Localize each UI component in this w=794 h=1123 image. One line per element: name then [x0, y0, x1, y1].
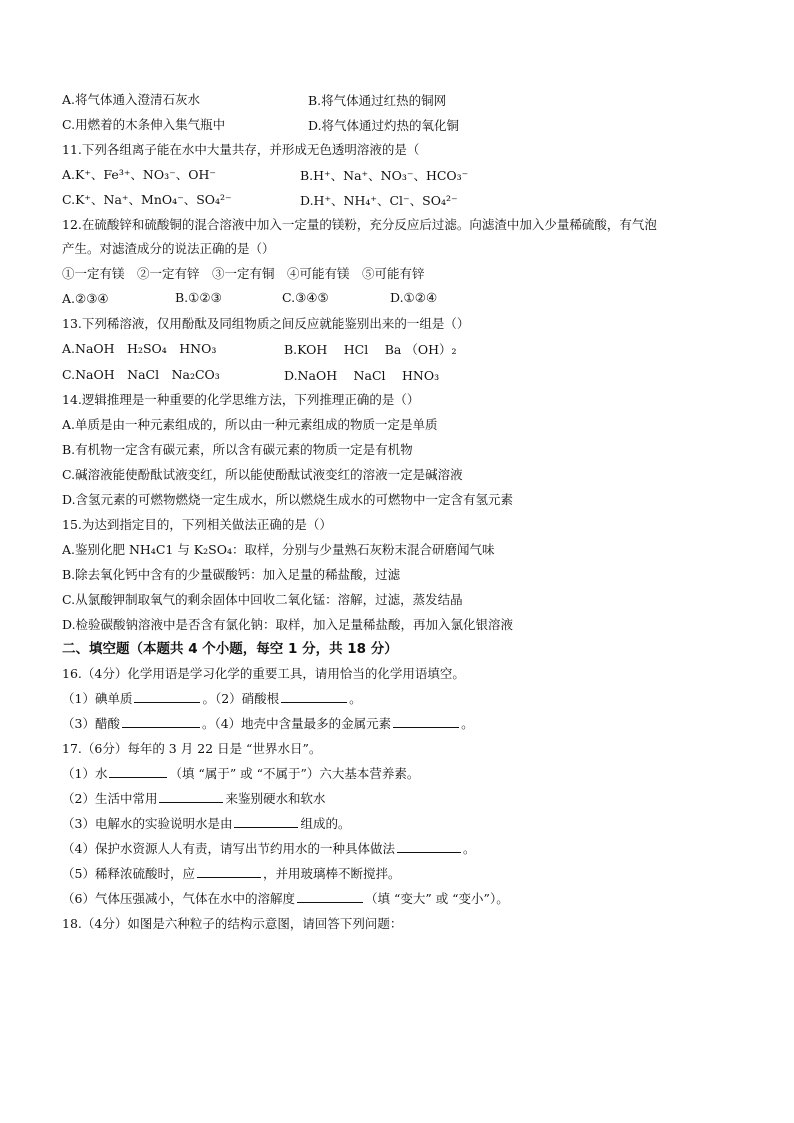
q12-option-b: B.①②③ [175, 290, 222, 305]
q18-stem: 18.（4分）如图是六种粒子的结构示意图，请回答下列问题： [62, 916, 403, 931]
q17-part5-tail: ，并用玻璃棒不断搅拌。 [262, 866, 401, 881]
section-heading-fill-in: 二、填空题（本题共 4 个小题，每空 1 分，共 18 分） [62, 641, 398, 657]
q13-option-b: B.KOH HCl Ba （OH）₂ [284, 342, 457, 357]
q16-part1-label: （1）碘单质 [62, 691, 133, 706]
q17-blank-6[interactable] [297, 890, 363, 903]
q17-part3-label: （3）电解水的实验说明水是由 [62, 816, 233, 831]
q17-blank-3[interactable] [234, 815, 298, 828]
q17-row2 [62, 790, 325, 808]
q16-part2-label: 。（2）硝酸根 [202, 691, 280, 706]
q14-stem: 14.逻辑推理是一种重要的化学思维方法，下列推理正确的是（） [62, 392, 420, 407]
q17-row4 [62, 840, 475, 858]
q12-stem-line2: 产生。对滤渣成分的说法正确的是（） [62, 241, 275, 256]
q17-row3 [62, 815, 350, 833]
q16-blank-1[interactable] [134, 690, 200, 703]
q15-option-c: C.从氯酸钾制取氧气的剩余固体中回收二氧化锰：溶解，过滤，蒸发结晶 [62, 592, 463, 607]
q17-part5-label: （5）稀释浓硫酸时，应 [62, 866, 195, 881]
q16-part4-label: 。（4）地壳中含量最多的金属元素 [201, 716, 392, 731]
q17-blank-2[interactable] [159, 790, 223, 803]
q13-option-d: D.NaOH NaCl HNO₃ [284, 368, 440, 383]
q17-part2-label: （2）生活中常用 [62, 791, 158, 806]
q17-part2-tail: 来鉴别硬水和软水 [225, 791, 326, 806]
q12-option-a: A.②③④ [62, 291, 109, 306]
q12-statements: ①一定有镁 ②一定有锌 ③一定有铜 ④可能有镁 ⑤可能有锌 [62, 266, 425, 281]
q11-option-c: C.K⁺、Na⁺、MnO₄⁻、SO₄²⁻ [62, 192, 232, 207]
q14-option-d: D.含氢元素的可燃物燃烧一定生成水，所以燃烧生成水的可燃物中一定含有氢元素 [62, 492, 514, 507]
q16-blank-4[interactable] [393, 715, 459, 728]
q10-option-d: D.将气体通过灼热的氧化铜 [308, 118, 460, 133]
q17-part6-tail: （填 “变大” 或 “变小”）。 [364, 891, 509, 906]
q17-part1-tail: （填 “属于” 或 “不属于”）六大基本营养素。 [169, 766, 420, 781]
q15-option-a: A.鉴别化肥 NH₄C1 与 K₂SO₄：取样，分别与少量熟石灰粉末混合研磨闻气味 [62, 542, 495, 557]
q17-blank-5[interactable] [197, 865, 261, 878]
q16-stem: 16.（4分）化学用语是学习化学的重要工具，请用恰当的化学用语填空。 [62, 666, 465, 681]
q17-part4-tail: 。 [462, 841, 476, 856]
q14-option-c: C.碱溶液能使酚酞试液变红，所以能使酚酞试液变红的溶液一定是碱溶液 [62, 467, 463, 482]
q16-part3-label: （3）醋酸 [62, 716, 120, 731]
q11-stem: 11.下列各组离子能在水中大量共存，并形成无色透明溶液的是（ [62, 142, 420, 157]
q15-option-b: B.除去氧化钙中含有的少量碳酸钙：加入足量的稀盐酸，过滤 [62, 567, 401, 582]
q17-part4-label: （4）保护水资源人人有责，请写出节约用水的一种具体做法 [62, 841, 395, 856]
q13-option-c: C.NaOH NaCl Na₂CO₃ [62, 367, 220, 382]
q10-option-b: B.将气体通过红热的铜网 [308, 93, 447, 108]
q16-row2 [62, 715, 474, 733]
q16-blank-3[interactable] [122, 715, 200, 728]
q16-row1-end: 。 [349, 691, 362, 706]
q14-option-b: B.有机物一定含有碳元素，所以含有碳元素的物质一定是有机物 [62, 442, 413, 457]
q12-option-c: C.③④⑤ [282, 290, 329, 305]
q16-row2-end: 。 [461, 716, 474, 731]
q16-blank-2[interactable] [281, 690, 347, 703]
q16-row1 [62, 690, 362, 708]
q17-blank-4[interactable] [397, 840, 461, 853]
q17-part1-label: （1）水 [62, 766, 108, 781]
q10-option-a: A.将气体通入澄清石灰水 [62, 92, 201, 107]
q17-row5 [62, 865, 400, 883]
q17-part6-label: （6）气体压强减小，气体在水中的溶解度 [62, 891, 295, 906]
q17-part3-tail: 组成的。 [300, 816, 351, 831]
q10-option-c: C.用燃着的木条伸入集气瓶中 [62, 117, 226, 132]
q17-blank-1[interactable] [109, 765, 167, 778]
q15-option-d: D.检验碳酸钠溶液中是否含有氯化钠：取样，加入足量稀盐酸，再加入氯化银溶液 [62, 617, 514, 632]
q13-option-a: A.NaOH H₂SO₄ HNO₃ [62, 341, 217, 356]
q14-option-a: A.单质是由一种元素组成的，所以由一种元素组成的物质一定是单质 [62, 417, 438, 432]
q17-stem: 17.（6分）每年的 3 月 22 日是 “世界水日”。 [62, 741, 322, 756]
q11-option-a: A.K⁺、Fe³⁺、NO₃⁻、OH⁻ [62, 167, 216, 182]
q11-option-d: D.H⁺、NH₄⁺、Cl⁻、SO₄²⁻ [300, 193, 458, 208]
q11-option-b: B.H⁺、Na⁺、NO₃⁻、HCO₃⁻ [300, 168, 469, 183]
q13-stem: 13.下列稀溶液，仅用酚酞及同组物质之间反应就能鉴别出来的一组是（） [62, 316, 470, 331]
q15-stem: 15.为达到指定目的，下列相关做法正确的是（） [62, 517, 332, 532]
q17-row6 [62, 890, 509, 908]
q12-stem-line1: 12.在硫酸锌和硫酸铜的混合溶液中加入一定量的镁粉，充分反应后过滤。向滤渣中加入少量稀硫酸，有气泡 [62, 217, 657, 232]
q12-option-d: D.①②④ [390, 290, 438, 305]
q17-row1 [62, 765, 419, 783]
